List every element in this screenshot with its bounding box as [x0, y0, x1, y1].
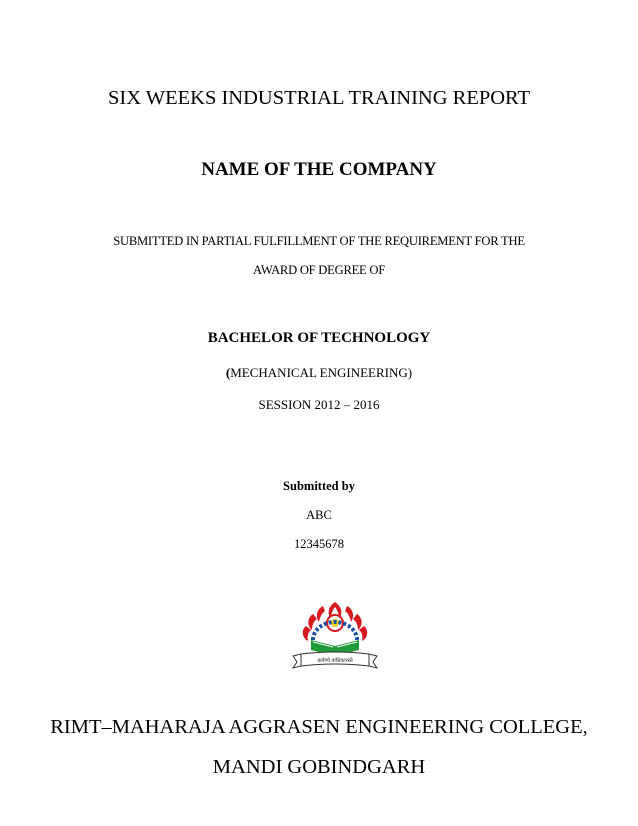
college-emblem-svg: [289, 596, 381, 670]
college-emblem-icon: [289, 596, 381, 670]
student-name: ABC: [306, 508, 332, 522]
degree-title: BACHELOR OF TECHNOLOGY: [207, 330, 431, 346]
report-title: SIX WEEKS INDUSTRIAL TRAINING REPORT: [107, 87, 531, 109]
branch-name: [0, 366, 638, 379]
college-name-line-2: MANDI GOBINDGARH: [212, 756, 426, 778]
branch-text: MECHANICAL ENGINEERING): [230, 365, 413, 380]
emblem-ribbon: [293, 652, 377, 668]
roll-number: 12345678: [294, 537, 344, 551]
branch-open-paren: (: [225, 365, 231, 380]
submitted-by-label: Submitted by: [283, 479, 355, 493]
submission-statement-line-2: AWARD OF DEGREE OF: [253, 263, 385, 277]
submission-statement-line-1: SUBMITTED IN PARTIAL FULFILLMENT OF THE REQUIREMENT FOR THE: [113, 234, 525, 248]
company-name: NAME OF THE COMPANY: [201, 159, 437, 180]
emblem-motto: कर्मण्ये वाधिकारस्ते: [317, 658, 353, 664]
college-name-line-1: RIMT–MAHARAJA AGGRASEN ENGINEERING COLLEGE,: [50, 716, 588, 738]
session-years: SESSION 2012 – 2016: [258, 397, 380, 412]
